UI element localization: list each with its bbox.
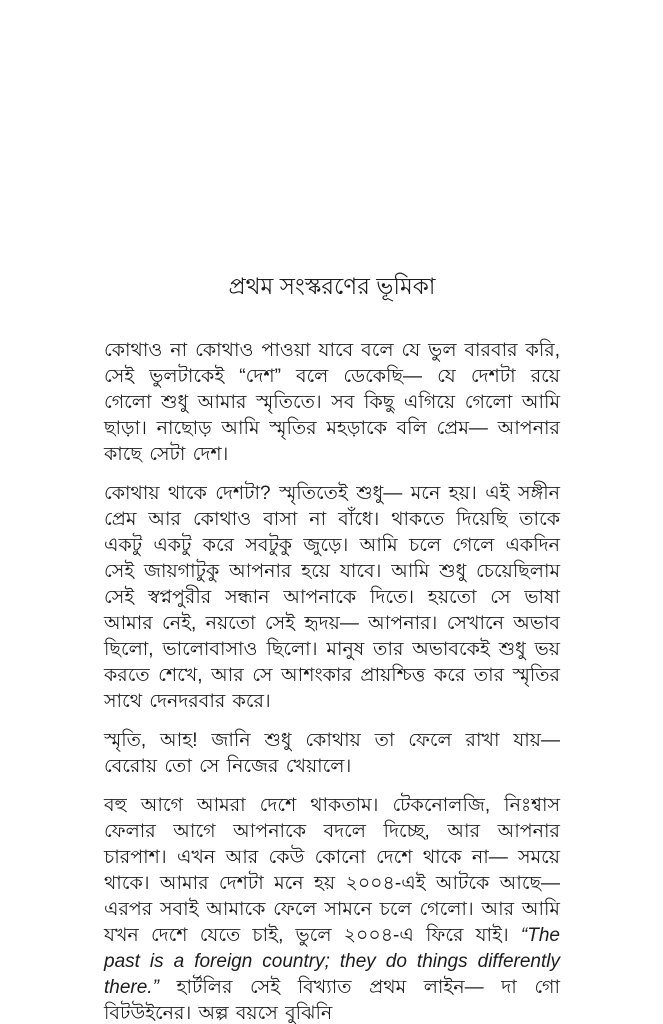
paragraph-4-bengali-tail: হার্টলির সেই বিখ্যাত প্রথম লাইন— দা গো বিটউইনের। অল্প বয়সে বুঝিনি bbox=[104, 976, 560, 1024]
paragraph-2: কোথায় থাকে দেশটা? স্মৃতিতেই শুধু— মনে হয়। এই সঙ্গীন প্রেম আর কোথাও বাসা না বাঁধে। থাকতে দিয়েছি তাকে একটু একটু করে সবটুকু জুড়ে। আমি চলে গেলে একদিন সেই জায়গাটুকু আপনার হয়ে যাবে। আমি শুধু চেয়েছিলাম সেই স্বপ্নপুরীর সন্ধান আপনাকে দিতে। হয়তো সে ভাষা আমার নেই, নয়তো সেই হৃদয়— আপনার। সেখানে অভাব ছিলো, ভালোবাসাও ছিলো। মানুষ তার অভাবকেই শুধু ভয় করতে শেখে, আর সে আশংকার প্রায়শ্চিত্ত করে তার স্মৃতির সাথে দেনদরবার করে। bbox=[104, 482, 560, 712]
paragraph-1: কোথাও না কোথাও পাওয়া যাবে বলে যে ভুল বারবার করি, সেই ভুলটাকেই “দেশ” বলে ডেকেছি— যে দেশটা রয়ে গেলো শুধু আমার স্মৃতিতে। সব কিছু এগিয়ে গেলো আমি ছাড়া। নাছোড় আমি স্মৃতির মহড়াকে বলি প্রেম— আপনার কাছে সেটা দেশ। bbox=[104, 339, 560, 465]
page-title: প্রথম সংস্করণের ভূমিকা bbox=[228, 273, 436, 299]
paragraph-4 bbox=[104, 793, 560, 1024]
paragraph-4-bengali-lead: বহু আগে আমরা দেশে থাকতাম। টেকনোলজি, নিঃশ্বাস ফেলার আগে আপনাকে বদলে দিচ্ছে, আর আপনার চারপাশ। এখন আর কেউ কোনো দেশে থাকে না— সময়ে থাকে। আমার দেশটা মনে হয় ২০০৪-এই আটকে আছে— এরপর সবাই আমাকে ফেলে সামনে চলে গেলো। আর আমি যখন দেশে যেতে চাই, ভুলে ২০০৪-এ ফিরে যাই। bbox=[104, 794, 560, 946]
english-quotation: “The past is a foreign country; they do things differently there.” bbox=[104, 924, 560, 998]
paragraph-3: স্মৃতি, আহ! জানি শুধু কোথায় তা ফেলে রাখা যায়— বেরোয় তো সে নিজের খেয়ালে। bbox=[104, 729, 560, 777]
